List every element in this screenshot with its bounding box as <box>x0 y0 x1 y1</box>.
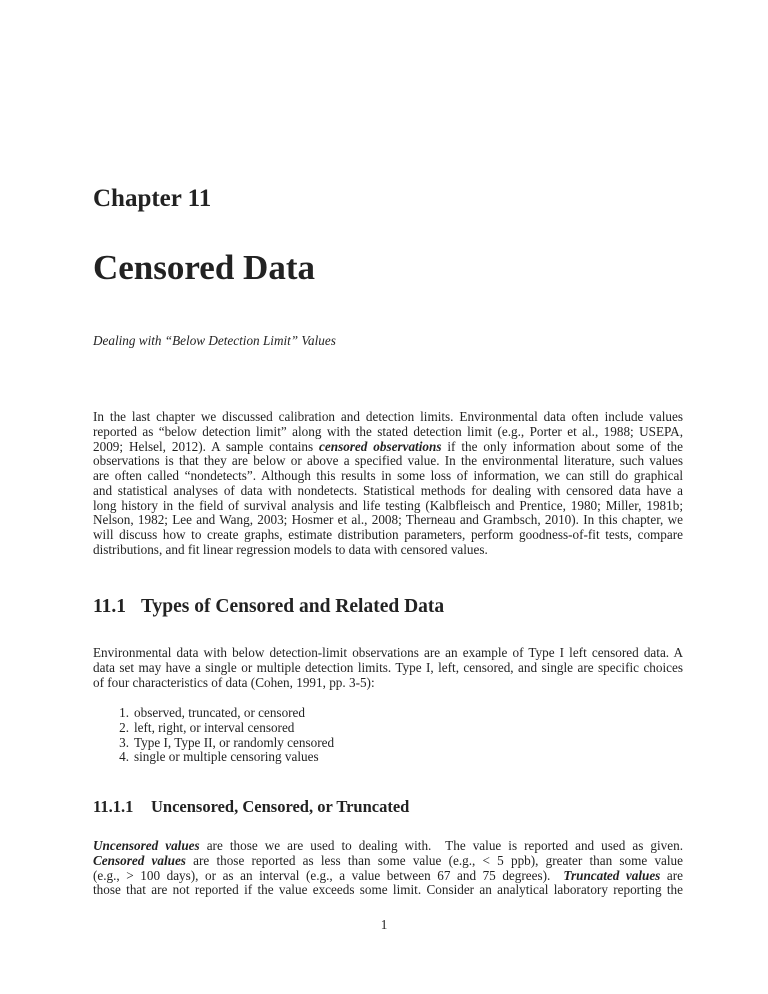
characteristics-list <box>113 706 334 765</box>
text-segment: are often called “nondetects”. Although this results in some loss of information, we can still do graphical <box>93 468 683 483</box>
chapter-subtitle: Dealing with “Below Detection Limit” Values <box>93 333 336 348</box>
intro-paragraph <box>93 410 683 558</box>
text-line <box>93 839 683 854</box>
text-segment: will discuss how to create graphs, estimate distribution parameters, perform goodness-of-fit tests, compare <box>93 527 683 542</box>
text-line <box>93 410 683 425</box>
text-segment: are those reported as less than some value (e.g., < 5 ppb), greater than some value <box>185 852 683 868</box>
text-segment: Environmental data with below detection-limit observations are an example of Type I left censored data. A <box>93 645 683 660</box>
list-number: 4. <box>119 749 129 765</box>
text-segment: reported as “below detection limit” along with the stated detection limit (e.g., Porter et al., 1988; USEPA, <box>93 423 683 439</box>
subsection-title: Uncensored, Censored, or Truncated <box>151 797 410 816</box>
subsection-paragraph <box>93 839 683 898</box>
list-text: observed, truncated, or censored <box>134 705 305 720</box>
text-line <box>93 869 683 884</box>
text-line <box>93 854 683 869</box>
text-line <box>93 454 683 469</box>
text-segment: Nelson, 1982; Lee and Wang, 2003; Hosmer et al., 2008; Therneau and Grambsch, 2010). In this chapter, we <box>93 512 683 528</box>
list-item <box>113 750 334 765</box>
list-item <box>113 736 334 751</box>
text-line <box>93 484 683 499</box>
text-segment: distributions, and fit linear regression models to data with censored values. <box>93 541 488 557</box>
text-segment: if the only information about some of the <box>441 438 683 454</box>
chapter-title: Censored Data <box>93 248 315 287</box>
text-segment: are those we are used to dealing with. The value is reported and used as given. <box>199 838 683 853</box>
text-segment: observations is that they are below or above a specified value. In the environmental literature, such values <box>93 453 683 469</box>
text-segment: data set may have a single or multiple detection limits. Type I, left, censored, and single are specific choices <box>93 659 683 675</box>
text-line <box>93 469 683 484</box>
list-number: 3. <box>119 734 129 750</box>
text-line <box>93 646 683 661</box>
text-line <box>93 499 683 514</box>
text-segment: (e.g., > 100 days), or as an interval (e.g., a value between 67 and 75 degrees). <box>93 867 564 883</box>
list-text: Type I, Type II, or randomly censored <box>134 734 335 750</box>
list-item <box>113 721 334 736</box>
section-paragraph <box>93 646 683 690</box>
emphasized-term: Uncensored values <box>93 838 200 853</box>
text-segment: In the last chapter we discussed calibration and detection limits. Environmental data often include values <box>93 409 683 424</box>
text-line <box>93 425 683 440</box>
subsection-number: 11.1.1 <box>93 797 134 816</box>
text-line <box>93 543 683 558</box>
text-line <box>93 676 683 691</box>
text-segment: are <box>660 867 683 883</box>
list-number: 2. <box>119 719 129 735</box>
emphasized-term: Censored values <box>93 852 186 868</box>
list-text: left, right, or interval censored <box>134 719 295 735</box>
emphasized-term: Truncated values <box>563 867 661 883</box>
chapter-label: Chapter 11 <box>93 185 212 212</box>
emphasized-term: censored observations <box>319 438 442 454</box>
section-heading <box>93 596 444 618</box>
text-segment: long history in the field of survival analysis and life testing (Kalbfleisch and Prentice, 1980; Miller, 1981b; <box>93 497 683 513</box>
list-number: 1. <box>119 705 129 720</box>
text-segment: and statistical analyses of data with nondetects. Statistical methods for dealing with censored data have a <box>93 482 683 498</box>
subsection-heading <box>93 797 409 817</box>
text-segment: 2009; Helsel, 2012). A sample contains <box>93 438 320 454</box>
list-item <box>113 706 334 721</box>
text-line <box>93 528 683 543</box>
text-segment: of four characteristics of data (Cohen, 1991, pp. 3-5): <box>93 674 375 690</box>
text-line <box>93 513 683 528</box>
text-line <box>93 661 683 676</box>
section-title: Types of Censored and Related Data <box>141 596 445 617</box>
section-number: 11.1 <box>93 596 127 617</box>
list-text: single or multiple censoring values <box>134 749 319 765</box>
page-number: 1 <box>380 917 388 932</box>
text-segment: those that are not reported if the value exceeds some limit. Consider an analytical laboratory reporting the <box>93 882 683 898</box>
text-line <box>93 883 683 898</box>
text-line <box>93 440 683 455</box>
